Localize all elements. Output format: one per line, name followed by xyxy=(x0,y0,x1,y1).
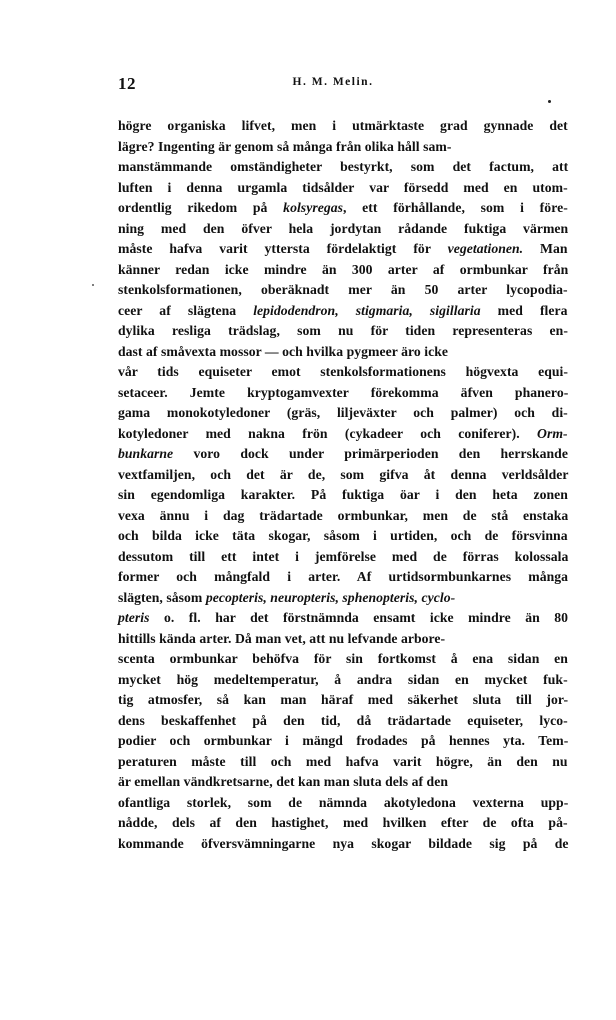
text-segment: lägre? Ingenting är genom så många från olika håll sam- xyxy=(118,138,452,154)
text-line xyxy=(118,608,568,629)
text-line xyxy=(118,362,568,383)
text-line xyxy=(118,342,568,363)
text-line xyxy=(118,526,568,547)
text-line xyxy=(118,772,568,793)
text-segment: kotyledoner med nakna frön (cykadeer och coniferer). xyxy=(118,425,538,441)
text-segment: dessutom till ett intet i jemförelse med de förras kolossala xyxy=(118,548,569,564)
text-segment: dylika resliga trädslag, som nu för tiden representeras en- xyxy=(118,323,568,338)
text-segment: ordentlig rikedom på xyxy=(118,200,284,215)
text-segment: vexa ännu i dag trädartade ormbunkar, men de stå enstaka xyxy=(118,507,569,523)
italic-term: pteris xyxy=(118,610,150,625)
text-segment: scenta ormbunkar behöfva för sin fortkomst å ena sidan en xyxy=(118,651,568,666)
italic-term: Orm- xyxy=(537,425,568,441)
text-line xyxy=(118,383,568,404)
text-line xyxy=(118,731,568,752)
text-line xyxy=(118,321,568,342)
text-line xyxy=(118,567,568,588)
text-line xyxy=(118,649,568,670)
text-segment: o. fl. har det förstnämnda ensamt icke mindre än 80 xyxy=(149,610,569,625)
text-segment: och bilda icke täta skogar, såsom i urtiden, och de försvinna xyxy=(118,528,568,543)
text-segment: luften i denna urgamla tidsålder var försedd med en utom- xyxy=(118,179,568,195)
text-line xyxy=(118,506,568,527)
text-line xyxy=(118,629,568,650)
text-line xyxy=(118,711,568,732)
text-line xyxy=(118,547,568,568)
italic-term: bunkarne xyxy=(118,446,174,461)
text-segment: stenkolsformationen, oberäknadt mer än 50 arter lycopodia- xyxy=(118,282,568,297)
text-line xyxy=(118,198,568,219)
text-segment: ofantliga storlek, som de nämnda akotyledona vexterna upp- xyxy=(118,794,569,810)
text-segment: är emellan vändkretsarne, det kan man sluta dels af den xyxy=(118,774,449,789)
text-segment: dens beskaffenhet på den tid, då trädartade equiseter, lyco- xyxy=(118,712,568,728)
text-line xyxy=(118,485,568,506)
italic-term: kolsyregas xyxy=(283,200,343,215)
text-segment: peraturen måste till och med hafva varit högre, än den nu xyxy=(118,753,568,769)
text-segment: , ett förhållande, som i före- xyxy=(342,200,568,215)
text-segment: känner redan icke mindre än 300 arter af ormbunkar från xyxy=(118,261,569,277)
text-line xyxy=(118,403,568,424)
text-segment: nådde, dels af den hastighet, med hvilken efter de ofta på- xyxy=(118,815,568,830)
text-line xyxy=(118,752,568,773)
italic-term: pecopteris, neuropteris, sphenopteris, cyclo- xyxy=(205,589,456,605)
ink-speck xyxy=(548,100,551,103)
italic-term: lepidodendron, stigmaria, sigillaria xyxy=(253,302,481,318)
text-segment: Man xyxy=(523,241,568,256)
text-segment: ning med den öfver hela jordytan rådande fuktiga värmen xyxy=(118,220,569,236)
text-segment: voro dock under primärperioden den herrskande xyxy=(173,446,568,461)
text-line xyxy=(118,116,568,137)
text-segment: mycket hög medeltemperatur, å andra sidan en mycket fuk- xyxy=(118,671,568,687)
text-line xyxy=(118,157,568,178)
text-line xyxy=(118,465,568,486)
text-segment: hittills kända arter. Då man vet, att nu lefvande arbore- xyxy=(118,630,446,646)
text-segment: slägten, såsom xyxy=(118,589,206,605)
text-line xyxy=(118,178,568,199)
text-segment: tig atmosfer, så kan man häraf med säkerhet sluta till jor- xyxy=(118,692,569,707)
text-segment: setaceer. Jemte kryptogamvexter förekomma äfven phanero- xyxy=(118,384,569,400)
text-line xyxy=(118,301,568,322)
ink-speck xyxy=(92,284,94,286)
text-segment: ceer af slägtena xyxy=(118,302,254,318)
text-line xyxy=(118,813,568,834)
running-head: H. M. Melin. xyxy=(292,76,374,88)
text-line xyxy=(118,670,568,691)
text-line xyxy=(118,834,568,855)
text-segment: sin egendomliga karakter. På fuktiga öar i den heta zonen xyxy=(118,487,568,502)
text-line xyxy=(118,219,568,240)
text-line xyxy=(118,424,568,445)
text-line xyxy=(118,260,568,281)
text-line xyxy=(118,444,568,465)
text-segment: vår tids equiseter emot stenkolsformationens högvexta equi- xyxy=(118,364,568,379)
text-line xyxy=(118,280,568,301)
text-line xyxy=(118,793,568,814)
text-segment: gama monokotyledoner (gräs, liljeväxter och palmer) och di- xyxy=(118,405,568,420)
text-segment: vextfamiljen, och det är de, som gifva åt denna verldsålder xyxy=(118,466,569,482)
text-segment: manstämmande omständigheter bestyrkt, som det factum, att xyxy=(118,159,569,174)
text-segment: med flera xyxy=(480,302,568,318)
page-header xyxy=(118,74,568,98)
body-text xyxy=(118,116,568,854)
text-line xyxy=(118,239,568,260)
page-number: 12 xyxy=(118,74,136,93)
text-segment: måste hafva varit yttersta fördelaktigt för xyxy=(118,241,448,256)
text-segment: former och mångfald i arter. Af urtidsormbunkarnes många xyxy=(118,569,569,584)
text-segment: dast af småvexta mossor — och hvilka pygmeer äro icke xyxy=(118,343,448,359)
text-line xyxy=(118,588,568,609)
text-line xyxy=(118,690,568,711)
italic-term: vegetationen. xyxy=(447,241,524,256)
text-segment: högre organiska lifvet, men i utmärktaste grad gynnade det xyxy=(118,118,568,133)
text-segment: podier och ormbunkar i mängd frodades på hennes yta. Tem- xyxy=(118,733,569,748)
text-line xyxy=(118,137,568,158)
text-segment: kommande öfversvämningarne nya skogar bildade sig på de xyxy=(118,835,569,851)
